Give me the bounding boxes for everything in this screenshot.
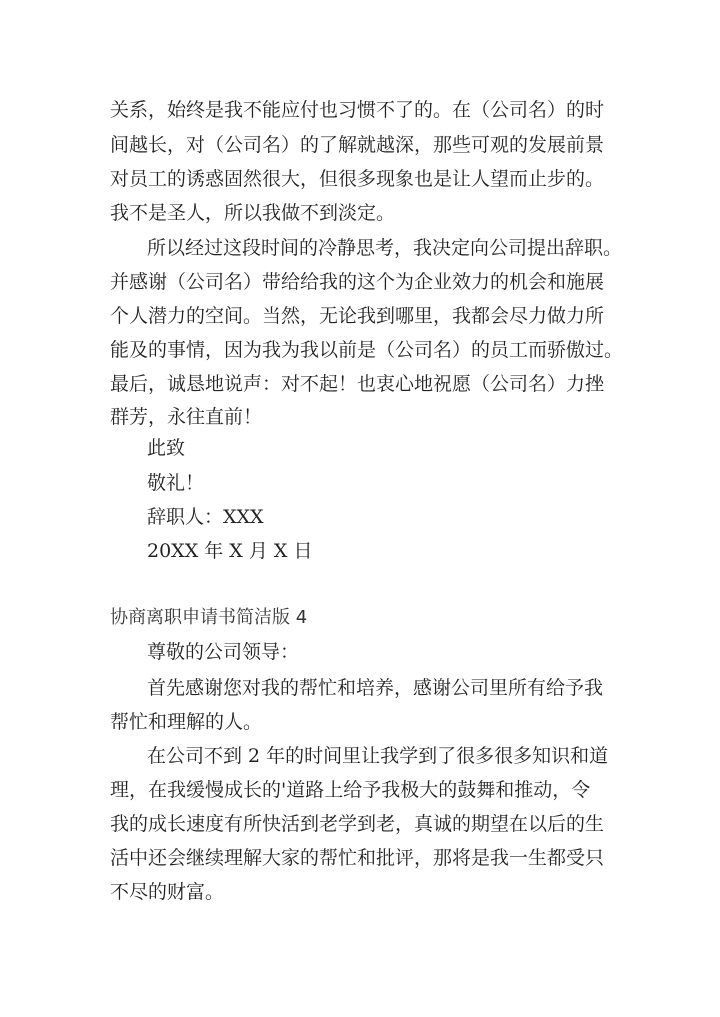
section-title: 协商离职申请书简洁版 4 (110, 607, 308, 628)
closing-signer: 辞职人：XXX (147, 506, 264, 528)
paragraph-3-line-2: 帮忙和理解的人。 (110, 711, 263, 733)
greeting: 尊敬的公司领导： (147, 641, 300, 663)
paragraph-1-line-4: 我不是圣人，所以我做不到淡定。 (110, 202, 396, 224)
paragraph-4-line-4: 活中还会继续理解大家的帮忙和批评，那将是我一生都受只 (110, 847, 605, 869)
paragraph-1-line-1: 关系，始终是我不能应付也习惯不了的。在（公司名）的时 (110, 99, 605, 121)
closing-respect: 敬礼！ (147, 472, 205, 494)
paragraph-2-line-1: 所以经过这段时间的冷静思考，我决定向公司提出辞职。 (147, 237, 623, 259)
paragraph-2-line-5: 最后，诚恳地说声：对不起！也衷心地祝愿（公司名）力挫 (110, 373, 605, 395)
paragraph-2-line-4: 能及的事情，因为我为我以前是（公司名）的员工而骄傲过。 (110, 339, 624, 361)
paragraph-2-line-3: 个人潜力的空间。当然，无论我到哪里，我都会尽力做力所 (110, 305, 605, 327)
paragraph-4-line-2: 理，在我缓慢成长的'道路上给予我极大的鼓舞和推动，令 (110, 779, 591, 801)
closing-date: 20XX 年 X 月 X 日 (147, 540, 313, 562)
paragraph-2-line-6: 群芳，永往直前！ (110, 406, 263, 428)
paragraph-4-line-5: 不尽的财富。 (110, 881, 225, 903)
closing-salutation: 此致 (147, 437, 186, 459)
paragraph-4-line-1: 在公司不到 2 年的时间里让我学到了很多很多知识和道 (147, 745, 609, 767)
paragraph-1-line-3: 对员工的诱惑固然很大，但很多现象也是让人望而止步的。 (110, 168, 605, 190)
paragraph-4-line-3: 我的成长速度有所快活到老学到老，真诚的期望在以后的生 (110, 813, 605, 835)
paragraph-3-line-1: 首先感谢您对我的帮忙和培养，感谢公司里所有给予我 (147, 677, 604, 699)
paragraph-1-line-2: 间越长，对（公司名）的了解就越深，那些可观的发展前景 (110, 134, 605, 156)
paragraph-2-line-2: 并感谢（公司名）带给给我的这个为企业效力的机会和施展 (110, 271, 605, 293)
